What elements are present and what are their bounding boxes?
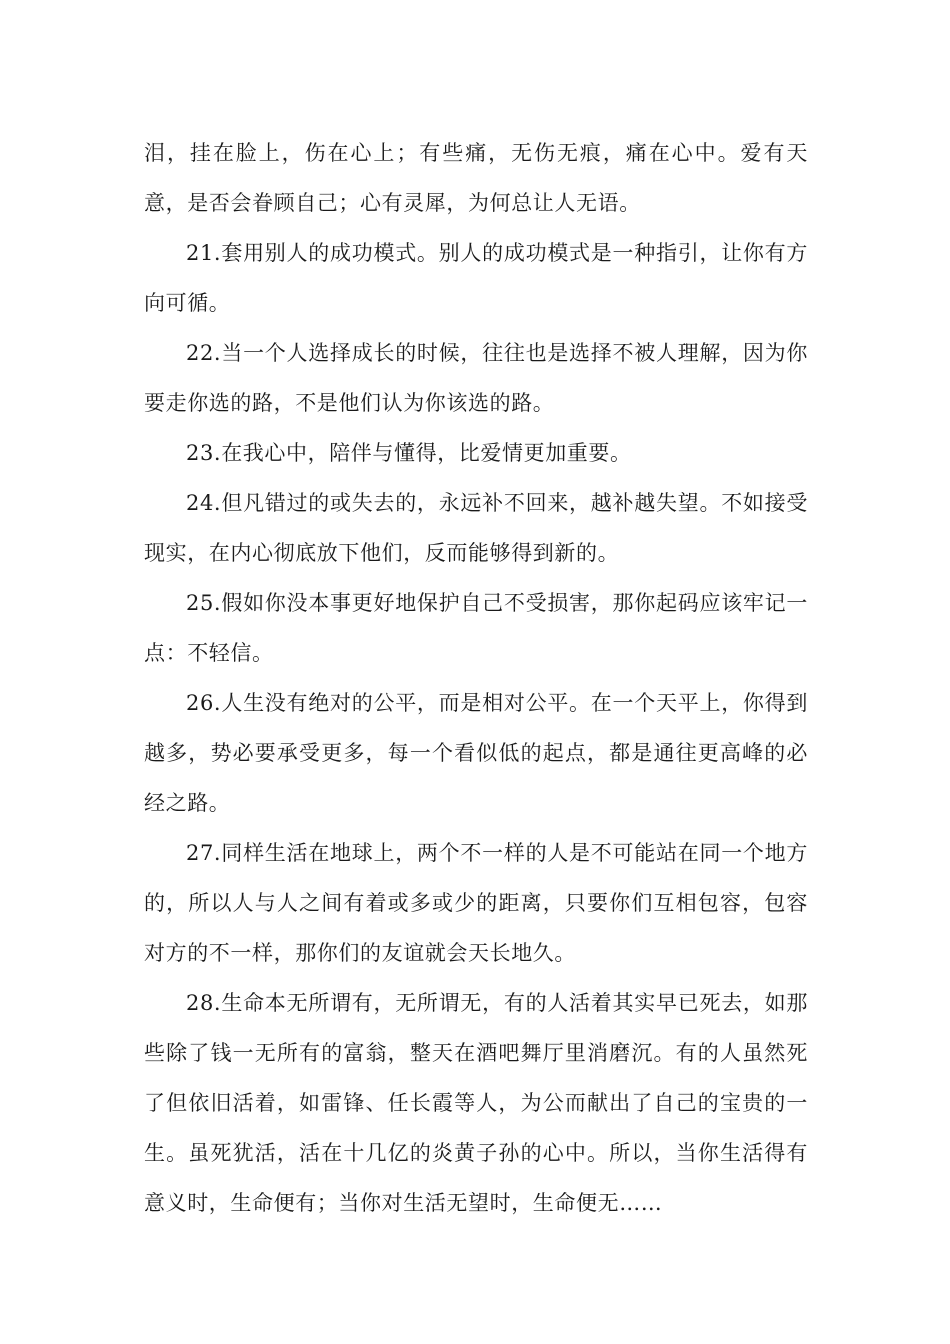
paragraph-26: 26.人生没有绝对的公平，而是相对公平。在一个天平上，你得到越多，势必要承受更多，每一个看似低的起点，都是通往更高峰的必经之路。 <box>144 691 808 815</box>
paragraph-28: 28.生命本无所谓有，无所谓无，有的人活着其实早已死去，如那些除了钱一无所有的富翁，整天在酒吧舞厅里消磨沉。有的人虽然死了但依旧活着，如雷锋、任长霞等人，为公而献出了自己的宝贵的一生。虽死犹活，活在十几亿的炎黄子孙的心中。所以，当你生活得有意义时，生命便有；当你对生活无望时，生命便无…… <box>144 991 808 1215</box>
paragraph-continued: 泪，挂在脸上，伤在心上；有些痛，无伤无痕，痛在心中。爱有天意，是否会眷顾自己；心有灵犀，为何总让人无语。 <box>144 141 808 215</box>
paragraph-24: 24.但凡错过的或失去的，永远补不回来，越补越失望。不如接受现实，在内心彻底放下他们，反而能够得到新的。 <box>144 491 808 565</box>
paragraph-23: 23.在我心中，陪伴与懂得，比爱情更加重要。 <box>186 441 632 465</box>
paragraph-21: 21.套用别人的成功模式。别人的成功模式是一种指引，让你有方向可循。 <box>144 241 808 315</box>
paragraph-25: 25.假如你没本事更好地保护自己不受损害，那你起码应该牢记一点：不轻信。 <box>144 591 808 665</box>
paragraph-22: 22.当一个人选择成长的时候，往往也是选择不被人理解，因为你要走你选的路，不是他们认为你该选的路。 <box>144 341 808 415</box>
paragraph-27: 27.同样生活在地球上，两个不一样的人是不可能站在同一个地方的，所以人与人之间有着或多或少的距离，只要你们互相包容，包容对方的不一样，那你们的友谊就会天长地久。 <box>144 841 808 965</box>
document-page <box>144 128 808 1228</box>
